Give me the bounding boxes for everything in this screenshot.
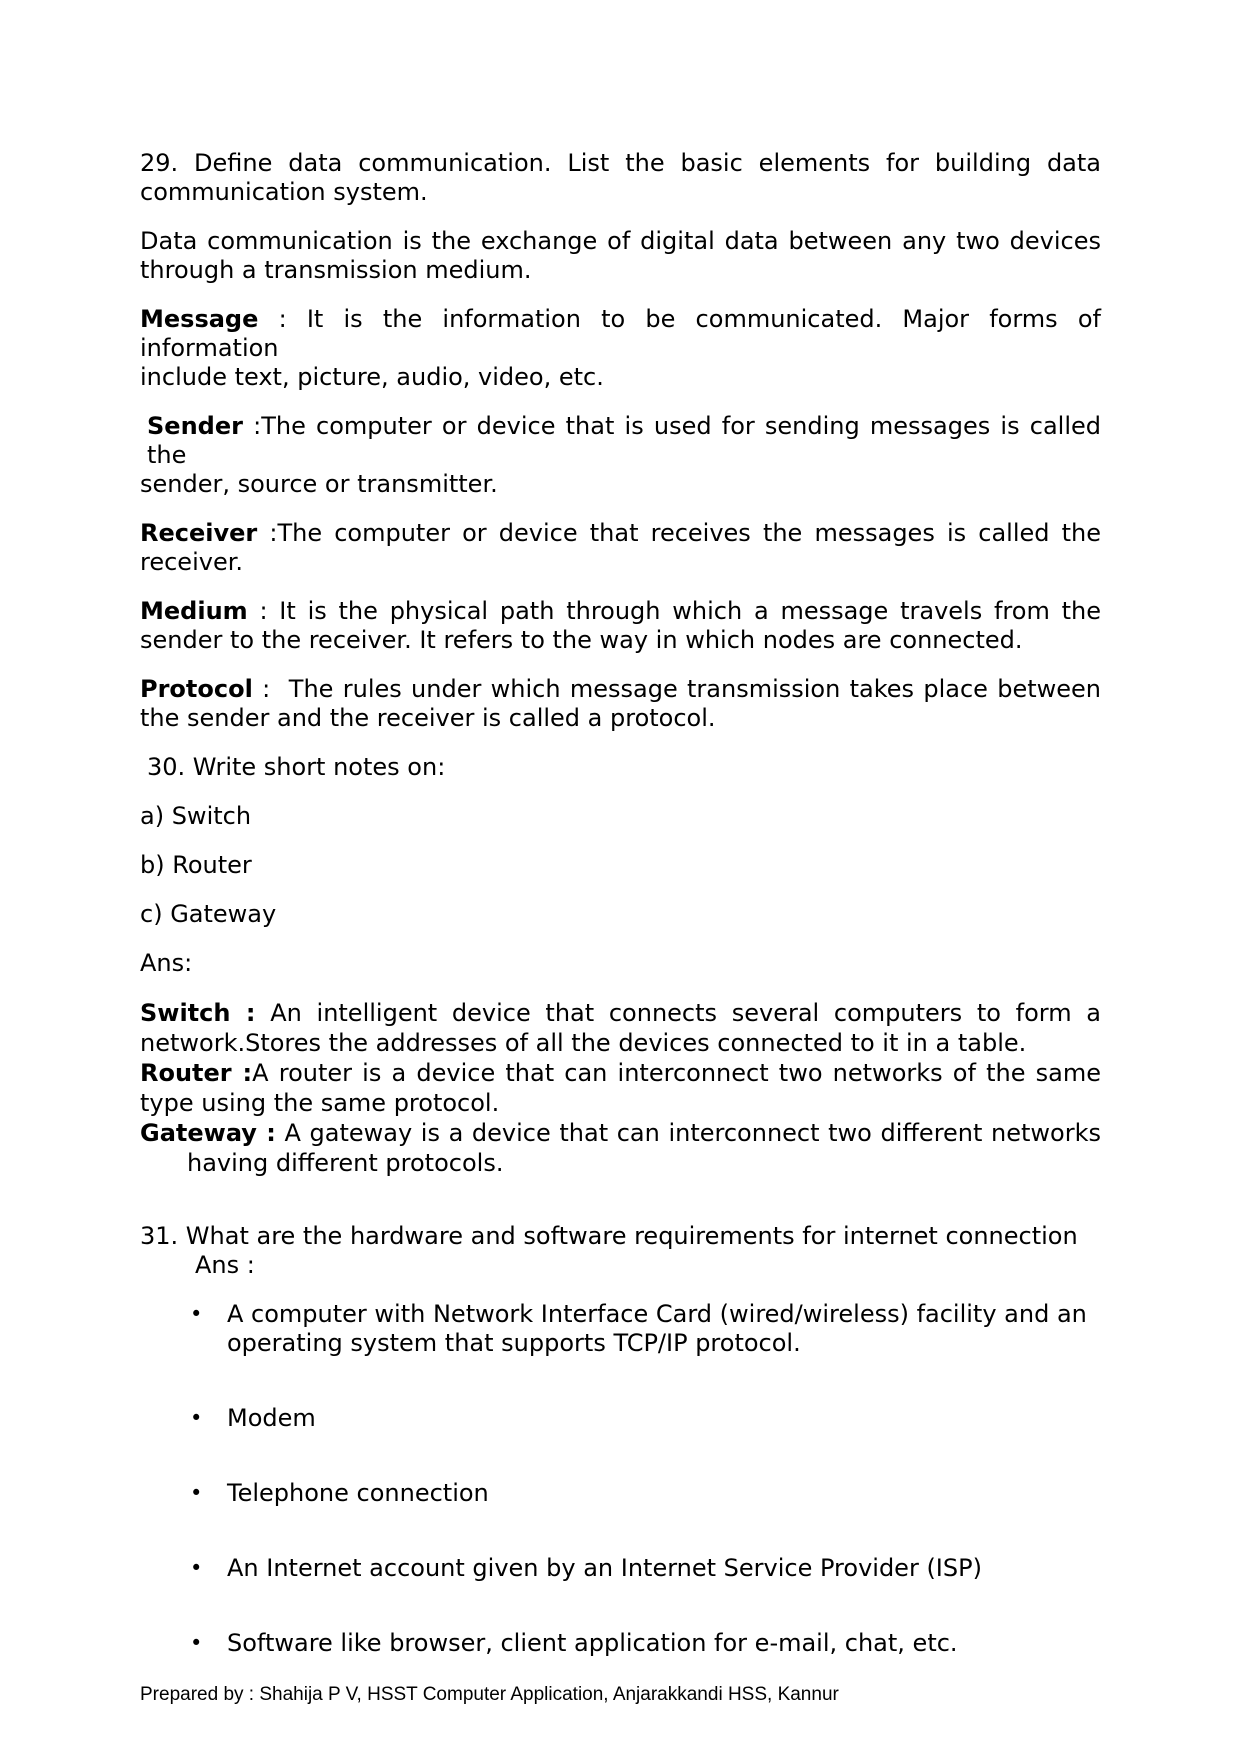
bold-text: Protocol xyxy=(140,675,253,703)
def-receiver xyxy=(140,519,1101,577)
text-run: type using the same protocol. xyxy=(140,1089,500,1117)
q30-question xyxy=(140,753,1101,782)
q30-ans-label xyxy=(140,949,1101,978)
text-line: Modem xyxy=(227,1404,316,1432)
text-line xyxy=(140,256,1101,285)
def-medium xyxy=(140,597,1101,655)
bullet-icon: • xyxy=(190,1556,203,1580)
text-line xyxy=(140,949,1101,978)
text-line xyxy=(140,998,1101,1028)
text-run: through a transmission medium. xyxy=(140,256,532,284)
bullet-item xyxy=(140,1300,1101,1358)
text-line xyxy=(140,675,1101,704)
text-run: 30. Write short notes on: xyxy=(147,753,446,781)
text-run: :The computer or device that is used for sending messages is called the xyxy=(147,412,1101,469)
q30-option-c xyxy=(140,900,1101,929)
text-run: :The computer or device that receives the messages is called the xyxy=(257,519,1101,547)
text-run: : It is the physical path through which a message travels from the xyxy=(247,597,1101,625)
q30-option-b xyxy=(140,851,1101,880)
text-run: 29. Define data communication. List the basic elements for building data xyxy=(140,149,1101,177)
text-run: Ans : xyxy=(195,1251,255,1279)
text-run: network.Stores the addresses of all the devices connected to it in a table. xyxy=(140,1029,1027,1057)
bold-text: Sender xyxy=(147,412,243,440)
q31-question xyxy=(140,1222,1101,1280)
text-line xyxy=(140,178,1101,207)
bullet-icon: • xyxy=(190,1406,203,1430)
bullet-item xyxy=(140,1404,1101,1433)
text-run: receiver. xyxy=(140,548,243,576)
text-run: b) Router xyxy=(140,851,252,879)
bullet-text xyxy=(227,1300,1101,1358)
bullet-item xyxy=(140,1629,1101,1658)
text-run: include text, picture, audio, video, etc. xyxy=(140,363,604,391)
text-line: Software like browser, client application for e-mail, chat, etc. xyxy=(227,1629,958,1657)
text-line xyxy=(140,519,1101,548)
q30-answer-block xyxy=(140,998,1101,1178)
def-protocol xyxy=(140,675,1101,733)
text-run: : It is the information to be communicated. Major forms of information xyxy=(140,305,1101,362)
bullet-icon: • xyxy=(190,1302,203,1326)
text-line xyxy=(140,626,1101,655)
text-line xyxy=(140,412,1101,470)
q29-question xyxy=(140,149,1101,207)
text-line xyxy=(140,753,1101,782)
def-message xyxy=(140,305,1101,392)
text-line: An Internet account given by an Internet Service Provider (ISP) xyxy=(227,1554,982,1582)
text-line xyxy=(140,704,1101,733)
text-line xyxy=(140,1088,1101,1118)
text-line: Telephone connection xyxy=(227,1479,489,1507)
document-body xyxy=(140,149,1101,1658)
text-line xyxy=(140,470,1101,499)
text-run: communication system. xyxy=(140,178,428,206)
text-line xyxy=(140,1222,1101,1251)
q30-option-a xyxy=(140,802,1101,831)
bullet-item xyxy=(140,1554,1101,1583)
bold-text: Medium xyxy=(140,597,248,625)
text-run: c) Gateway xyxy=(140,900,277,928)
bold-text: Switch : xyxy=(140,999,256,1027)
text-line xyxy=(140,363,1101,392)
footer-credit: Prepared by : Shahija P V, HSST Computer Application, Anjarakkandi HSS, Kannur xyxy=(140,1684,839,1705)
text-line xyxy=(140,597,1101,626)
bullet-icon: • xyxy=(190,1481,203,1505)
bullet-text xyxy=(227,1554,1101,1583)
text-run: A gateway is a device that can interconnect two different networks xyxy=(275,1119,1102,1147)
text-line xyxy=(140,1251,1101,1280)
text-run: A router is a device that can interconnect two networks of the same xyxy=(252,1059,1102,1087)
text-line: operating system that supports TCP/IP protocol. xyxy=(227,1329,801,1357)
text-line: A computer with Network Interface Card (wired/wireless) facility and an xyxy=(227,1300,1087,1328)
bullet-text xyxy=(227,1479,1101,1508)
text-line xyxy=(140,149,1101,178)
bold-text: Gateway : xyxy=(140,1119,276,1147)
text-run: An intelligent device that connects several computers to form a xyxy=(255,999,1101,1027)
text-line xyxy=(140,227,1101,256)
text-run: 31. What are the hardware and software requirements for internet connection xyxy=(140,1222,1078,1250)
bullet-text xyxy=(227,1404,1101,1433)
text-line xyxy=(140,1058,1101,1088)
bold-text: Receiver xyxy=(140,519,258,547)
text-run: a) Switch xyxy=(140,802,252,830)
text-line xyxy=(140,851,1101,880)
bullet-icon: • xyxy=(190,1631,203,1655)
bold-text: Router : xyxy=(140,1059,253,1087)
text-line xyxy=(140,1118,1101,1148)
bullet-text xyxy=(227,1629,1101,1658)
text-run: the sender and the receiver is called a protocol. xyxy=(140,704,716,732)
text-run: : The rules under which message transmission takes place between xyxy=(252,675,1101,703)
text-run: Ans: xyxy=(140,949,193,977)
def-sender xyxy=(140,412,1101,499)
text-run: sender, source or transmitter. xyxy=(140,470,498,498)
bullet-item xyxy=(140,1479,1101,1508)
text-line xyxy=(140,1148,1101,1178)
text-line xyxy=(140,900,1101,929)
text-line xyxy=(140,1028,1101,1058)
bold-text: Message xyxy=(140,305,259,333)
text-line xyxy=(140,802,1101,831)
text-line xyxy=(140,305,1101,363)
q29-answer xyxy=(140,227,1101,285)
text-run: having different protocols. xyxy=(187,1149,504,1177)
text-run: sender to the receiver. It refers to the way in which nodes are connected. xyxy=(140,626,1023,654)
text-line xyxy=(140,548,1101,577)
text-run: Data communication is the exchange of digital data between any two devices xyxy=(140,227,1101,255)
